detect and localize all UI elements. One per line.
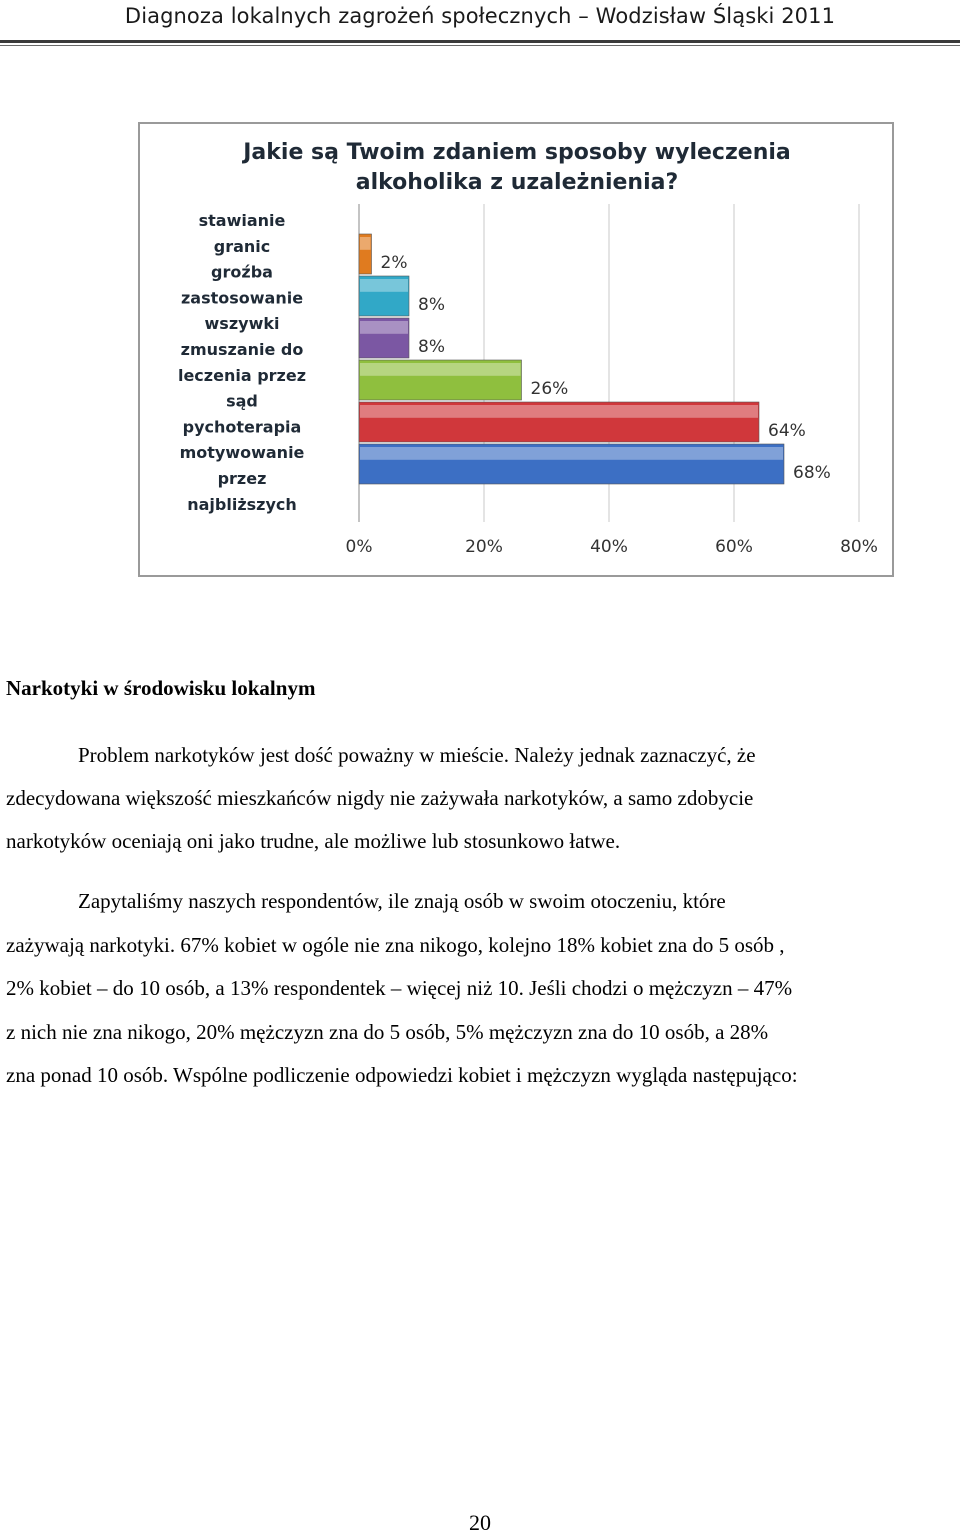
- chart-title-line: Jakie są Twoim zdaniem sposoby wyleczenia: [243, 140, 791, 165]
- category-label-line: sąd: [226, 391, 258, 411]
- value-label: 8%: [418, 337, 445, 357]
- paragraph-1-line: zdecydowana większość mieszkańców nigdy nie zażywała narkotyków, a samo zdobycie: [6, 786, 754, 810]
- bar-chart: [140, 124, 892, 575]
- category-label-line: motywowanie: [179, 443, 305, 463]
- bar-highlight: [360, 279, 408, 292]
- x-tick-label: 40%: [590, 537, 628, 557]
- category-label-line: pychoterapia: [182, 417, 302, 437]
- category-label-line: zastosowanie: [180, 288, 304, 308]
- paragraph-1-line: narkotyków oceniają oni jako trudne, ale możliwe lub stosunkowo łatwe.: [6, 829, 621, 853]
- value-label: 64%: [768, 421, 806, 441]
- header-rule: [0, 40, 960, 43]
- paragraph-2-line: Zapytaliśmy naszych respondentów, ile znają osób w swoim otoczeniu, które: [78, 889, 726, 913]
- x-tick-label: 0%: [345, 537, 373, 557]
- paragraph-1-line: Problem narkotyków jest dość poważny w mieście. Należy jednak zaznaczyć, że: [78, 743, 756, 767]
- category-label-line: zmuszanie do: [180, 340, 304, 359]
- x-tick-label: 20%: [465, 537, 503, 557]
- value-label: 68%: [793, 463, 831, 483]
- paragraph-2: [6, 880, 954, 1098]
- category-label-line: groźba: [211, 262, 273, 282]
- chart-frame: [138, 122, 894, 577]
- value-label: 26%: [530, 379, 569, 399]
- bar-highlight: [360, 447, 783, 460]
- x-tick-label: 80%: [840, 537, 878, 557]
- header-title: Diagnoza lokalnych zagrożeń społecznych – Wodzisław Śląski 2011: [124, 4, 836, 28]
- category-label-line: stawianie: [198, 211, 286, 230]
- paragraph-2-line: z nich nie zna nikogo, 20% mężczyzn zna do 5 osób, 5% mężczyzn zna do 10 osób, a 28%: [6, 1019, 769, 1044]
- paragraph-2-line: zna ponad 10 osób. Wspólne podliczenie odpowiedzi kobiet i mężczyzn wygląda następująco:: [6, 1063, 798, 1087]
- paragraph-2-line: zażywają narkotyki. 67% kobiet w ogóle nie zna nikogo, kolejno 18% kobiet zna do 5 osób ,: [6, 932, 785, 957]
- category-label-line: przez: [217, 469, 267, 488]
- section-heading: Narkotyki w środowisku lokalnym: [6, 676, 316, 700]
- category-label-line: najbliższych: [187, 494, 297, 514]
- bar-highlight: [360, 321, 408, 334]
- x-tick-label: 60%: [715, 537, 753, 557]
- category-label-line: leczenia przez: [177, 365, 307, 385]
- value-label: 8%: [418, 295, 445, 315]
- header-rule-thin: [0, 45, 960, 46]
- page-number: 20: [469, 1510, 491, 1535]
- category-label-line: wszywki: [204, 314, 280, 334]
- bar-highlight: [360, 363, 521, 376]
- bar-highlight: [360, 237, 371, 250]
- bar-highlight: [360, 405, 758, 418]
- value-label: 2%: [380, 253, 408, 273]
- chart-title-line: alkoholika z uzależnienia?: [355, 170, 679, 195]
- page-header: [0, 0, 960, 46]
- category-label-line: granic: [213, 236, 271, 256]
- paragraph-2-line: 2% kobiet – do 10 osób, a 13% respondentek – więcej niż 10. Jeśli chodzi o mężczyzn – 47%: [6, 976, 793, 1000]
- paragraph-1: [6, 734, 954, 863]
